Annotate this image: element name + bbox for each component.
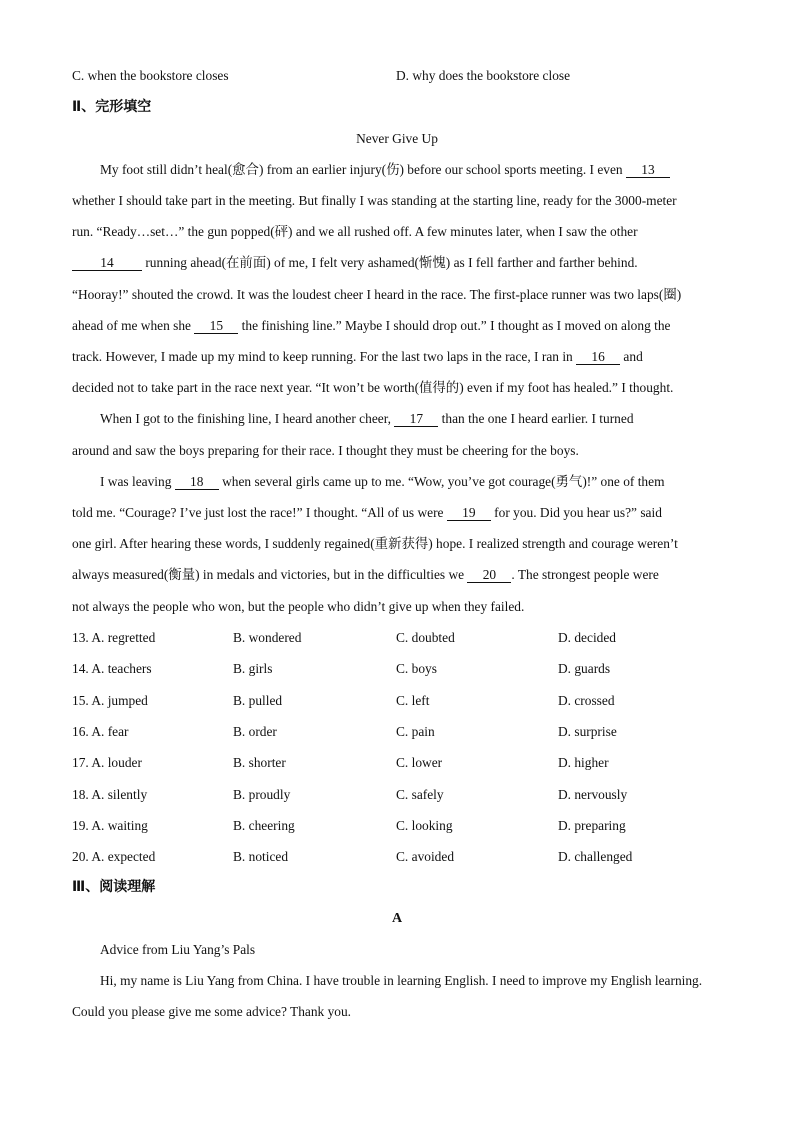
passage-line	[72, 318, 722, 334]
blank-number[interactable]: 20	[467, 568, 511, 583]
passage-text: I was leaving	[100, 474, 175, 489]
option-d-line: D. why does the bookstore close	[396, 68, 571, 83]
answer-option-c[interactable]: C. doubted	[396, 630, 455, 645]
blank-number[interactable]: 15	[194, 319, 238, 334]
answer-option-c[interactable]: C. looking	[396, 817, 453, 833]
answer-option-b[interactable]: B. pulled	[233, 692, 283, 708]
passage-text: always measured(衡量) in medals and victories, but in the difficulties we	[72, 567, 468, 582]
option-c-line: C. when the bookstore closes	[72, 68, 229, 83]
answer-option-a[interactable]: 16. A. fear	[72, 723, 129, 739]
passage-line	[100, 411, 722, 427]
passage-text: and	[620, 349, 643, 364]
answer-option-d[interactable]: D. nervously	[558, 786, 628, 802]
answer-option-c[interactable]: C. left	[396, 692, 430, 708]
answer-option-a[interactable]: 20. A. expected	[72, 849, 156, 865]
passage-line	[72, 536, 722, 552]
answer-option-a[interactable]: 19. A. waiting	[72, 817, 148, 833]
answer-option-d[interactable]: D. crossed	[558, 692, 615, 708]
passage-text: told me. “Courage? I’ve just lost the race!” I thought. “All of us were	[72, 505, 447, 520]
passage-line	[72, 443, 722, 459]
passage-text: “Hooray!” shouted the crowd. It was the loudest cheer I heard in the race. The first-place runner was two laps(圈)	[72, 287, 682, 302]
passage-line	[72, 505, 722, 521]
passage-text: not always the people who won, but the people who didn’t give up when they failed.	[72, 599, 525, 614]
answer-option-d[interactable]: D. preparing	[558, 817, 626, 833]
reading-title-line: Advice from Liu Yang’s Pals	[100, 942, 256, 957]
answer-option-b[interactable]: B. shorter	[233, 755, 286, 771]
passage-line	[72, 255, 722, 271]
answer-option-b[interactable]: B. proudly	[233, 786, 291, 802]
answer-option-a[interactable]: 17. A. louder	[72, 755, 142, 771]
reading-part-label: A	[391, 911, 403, 926]
answer-option-d[interactable]: D. higher	[558, 755, 609, 771]
blank-number[interactable]: 13	[626, 163, 670, 178]
answer-option-a[interactable]: 13. A. regretted	[72, 630, 156, 645]
answer-option-b[interactable]: B. noticed	[233, 849, 289, 865]
answer-option-c[interactable]: C. pain	[396, 723, 435, 739]
passage-text: one girl. After hearing these words, I suddenly regained(重新获得) hope. I realized strength and courage weren’t	[72, 536, 678, 551]
answer-option-b[interactable]: B. order	[233, 723, 277, 739]
passage-text: than the one I heard earlier. I turned	[438, 411, 634, 426]
reading-line-2: Could you please give me some advice? Thank you.	[72, 1004, 352, 1019]
answer-option-a[interactable]: 18. A. silently	[72, 786, 148, 802]
passage-text: When I got to the finishing line, I heard another cheer,	[100, 411, 395, 426]
answer-option-d[interactable]: D. guards	[558, 661, 611, 677]
passage-text: the finishing line.” Maybe I should drop out.” I thought as I moved on along the	[238, 318, 671, 333]
passage-text: for you. Did you hear us?” said	[490, 505, 662, 520]
answer-option-c[interactable]: C. avoided	[396, 849, 455, 865]
passage-text: whether I should take part in the meeting. But finally I was standing at the starting line, ready for the 3000-meter	[72, 193, 677, 208]
answer-option-b[interactable]: B. wondered	[233, 630, 302, 645]
blank-number[interactable]: 18	[175, 475, 219, 490]
passage-line	[100, 474, 722, 490]
passage-text: decided not to take part in the race next year. “It won’t be worth(值得的) even if my foot has healed.” I thought.	[72, 380, 674, 395]
answer-option-b[interactable]: B. girls	[233, 661, 273, 677]
answer-option-d[interactable]: D. decided	[558, 630, 617, 645]
passage-text: My foot still didn’t heal(愈合) from an earlier injury(伤) before our school sports meeting. I even	[100, 162, 626, 177]
answer-option-c[interactable]: C. lower	[396, 755, 443, 771]
passage-text: run. “Ready…set…” the gun popped(砰) and we all rushed off. A few minutes later, when I saw the other	[72, 224, 638, 239]
answer-option-c[interactable]: C. safely	[396, 786, 444, 802]
passage-line	[72, 287, 722, 303]
answer-option-c[interactable]: C. boys	[396, 661, 437, 677]
passage-text: track. However, I made up my mind to keep running. For the last two laps in the race, I ran in	[72, 349, 577, 364]
passage-text: running ahead(在前面) of me, I felt very ashamed(惭愧) as I fell farther and farther behind.	[142, 255, 638, 270]
answer-option-b[interactable]: B. cheering	[233, 817, 295, 833]
reading-line-1: Hi, my name is Liu Yang from China. I have trouble in learning English. I need to improve my English learning.	[100, 973, 703, 988]
answer-option-d[interactable]: D. surprise	[558, 723, 617, 739]
answer-option-d[interactable]: D. challenged	[558, 849, 633, 865]
passage-line	[100, 162, 722, 178]
passage-line	[72, 193, 722, 209]
blank-number[interactable]: 14	[72, 256, 142, 271]
passage-text: ahead of me when she	[72, 318, 195, 333]
passage-text: when several girls came up to me. “Wow, you’ve got courage(勇气)!” one of them	[218, 474, 665, 489]
passage-line	[72, 349, 722, 365]
answer-option-a[interactable]: 15. A. jumped	[72, 692, 148, 708]
blank-number[interactable]: 17	[394, 412, 438, 427]
passage-text: . The strongest people were	[511, 567, 659, 582]
blank-number[interactable]: 19	[447, 506, 491, 521]
passage-line	[72, 224, 722, 240]
passage-line	[72, 380, 722, 396]
passage-line	[72, 567, 722, 583]
passage-text: around and saw the boys preparing for their race. I thought they must be cheering for the boys.	[72, 443, 579, 458]
blank-number[interactable]: 16	[576, 350, 620, 365]
passage-title: Never Give Up	[356, 131, 438, 146]
answer-option-a[interactable]: 14. A. teachers	[72, 661, 152, 677]
passage-line	[72, 599, 722, 615]
section-heading-reading: Ⅲ、阅读理解	[72, 879, 156, 895]
section-heading-cloze: Ⅱ、完形填空	[72, 99, 152, 115]
